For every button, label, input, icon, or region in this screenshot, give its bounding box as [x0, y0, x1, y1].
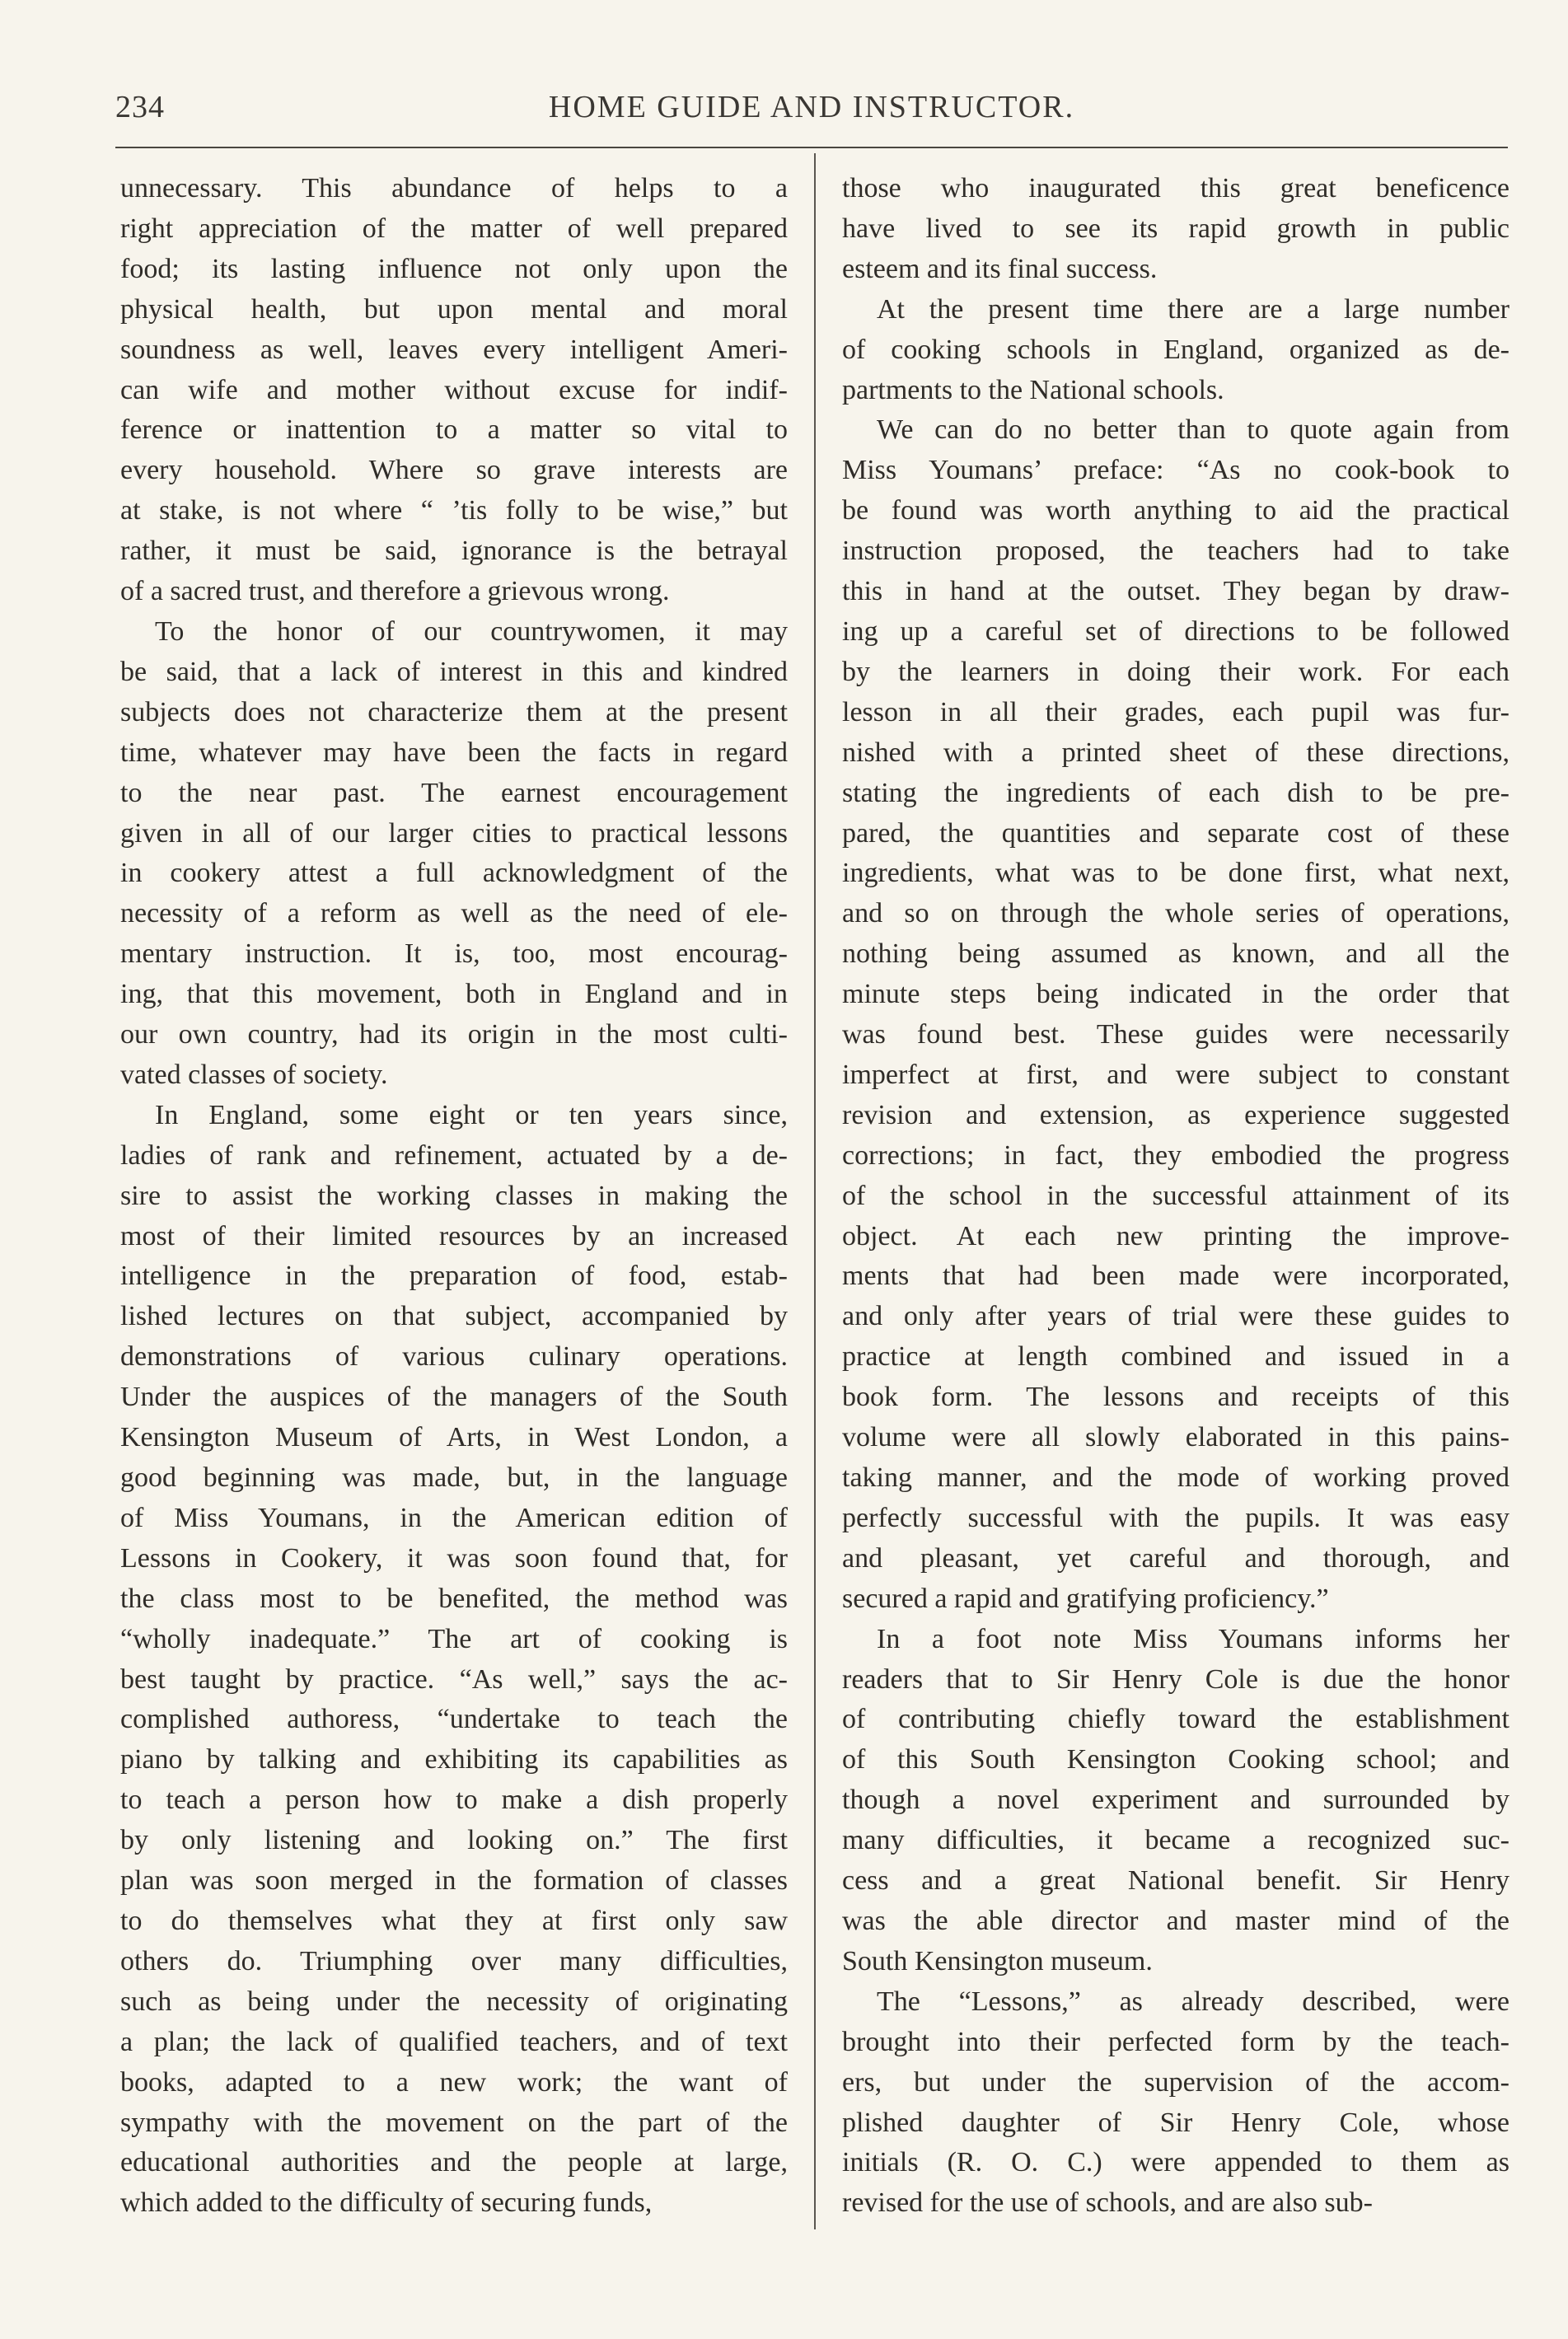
text-line: stating the ingredients of each dish to be pre-	[842, 777, 1509, 808]
text-line: perfectly successful with the pupils. It was easy	[842, 1502, 1509, 1533]
text-line: ingredients, what was to be done first, what next,	[842, 858, 1509, 889]
text-line: imperfect at first, and were subject to constant	[842, 1059, 1509, 1090]
text-line: rather, it must be said, ignorance is the betrayal	[120, 536, 788, 567]
text-line: book form. The lessons and receipts of this	[842, 1382, 1509, 1413]
text-line: ladies of rank and refinement, actuated by a de-	[120, 1139, 788, 1171]
text-line: in cookery attest a full acknowledgment of the	[120, 858, 788, 889]
text-line: a plan; the lack of qualified teachers, and of text	[120, 2026, 788, 2057]
text-line: to teach a person how to make a dish properly	[120, 1785, 788, 1816]
text-line: taking manner, and the mode of working proved	[842, 1462, 1509, 1493]
text-line: piano by talking and exhibiting its capabilities as	[120, 1744, 788, 1775]
text-line: best taught by practice. “As well,” says the ac-	[120, 1663, 788, 1695]
text-line: cess and a great National benefit. Sir Henry	[842, 1865, 1509, 1897]
text-line: which added to the difficulty of securing funds,	[120, 2187, 653, 2219]
text-line: the class most to be benefited, the method was	[120, 1583, 788, 1614]
text-line: To the honor of our countrywomen, it may	[155, 615, 788, 647]
paragraph	[120, 612, 788, 1096]
text-line: volume were all slowly elaborated in this pains-	[842, 1422, 1509, 1453]
running-title: HOME GUIDE AND INSTRUCTOR.	[548, 90, 1075, 124]
text-line: physical health, but upon mental and moral	[120, 293, 788, 325]
text-line: was found best. These guides were necessarily	[842, 1019, 1509, 1050]
text-line: such as being under the necessity of originating	[120, 1986, 788, 2017]
text-line: food; its lasting influence not only upon the	[120, 253, 788, 284]
text-line: Miss Youmans’ preface: “As no cook-book to	[842, 455, 1509, 486]
text-line: of this South Kensington Cooking school; and	[842, 1744, 1509, 1775]
text-line: “wholly inadequate.” The art of cooking is	[120, 1623, 788, 1654]
text-line: esteem and its final success.	[842, 253, 1158, 284]
text-line: and pleasant, yet careful and thorough, and	[842, 1542, 1509, 1574]
text-line: nothing being assumed as known, and all the	[842, 938, 1509, 970]
text-line: In England, some eight or ten years since,	[155, 1099, 788, 1130]
text-line: intelligence in the preparation of food, estab-	[120, 1261, 788, 1292]
text-line: good beginning was made, but, in the language	[120, 1462, 788, 1493]
text-line: ers, but under the supervision of the accom-	[842, 2066, 1509, 2098]
text-line: educational authorities and the people at large,	[120, 2147, 788, 2178]
text-line: corrections; in fact, they embodied the progress	[842, 1139, 1509, 1171]
right-column	[842, 169, 1509, 2224]
text-line: ing up a careful set of directions to be followed	[842, 615, 1509, 647]
text-line: this in hand at the outset. They began by draw-	[842, 576, 1509, 607]
text-line: ments that had been made were incorporated,	[842, 1261, 1509, 1292]
text-line: demonstrations of various culinary operations.	[120, 1341, 788, 1373]
text-line: initials (R. O. C.) were appended to them as	[842, 2147, 1509, 2178]
text-line: of a sacred trust, and therefore a grievous wrong.	[120, 576, 670, 607]
text-line: Under the auspices of the managers of the South	[120, 1382, 788, 1413]
text-line: though a novel experiment and surrounded by	[842, 1785, 1509, 1816]
text-line: time, whatever may have been the facts in regard	[120, 737, 788, 768]
text-line: partments to the National schools.	[842, 374, 1224, 405]
page-header	[115, 84, 1508, 133]
left-column	[120, 169, 788, 2224]
paragraph	[842, 290, 1509, 411]
text-line: lesson in all their grades, each pupil was fur-	[842, 696, 1509, 727]
paragraph	[842, 1982, 1509, 2224]
header-rule	[115, 147, 1508, 148]
text-line: ference or inattention to a matter so vital to	[120, 414, 788, 446]
text-line: our own country, had its origin in the most culti-	[120, 1019, 788, 1050]
column-divider	[814, 153, 816, 2229]
paragraph	[842, 1620, 1509, 1982]
text-line: Kensington Museum of Arts, in West London, a	[120, 1422, 788, 1453]
text-line: plished daughter of Sir Henry Cole, whose	[842, 2107, 1509, 2138]
page-number: 234	[115, 90, 165, 124]
text-line: In a foot note Miss Youmans informs her	[877, 1623, 1509, 1654]
text-line: many difficulties, it became a recognized suc-	[842, 1825, 1509, 1856]
paragraph	[120, 169, 788, 612]
text-line: be found was worth anything to aid the practical	[842, 495, 1509, 526]
text-line: revised for the use of schools, and are also sub-	[842, 2187, 1373, 2219]
text-line: Lessons in Cookery, it was soon found that, for	[120, 1542, 788, 1574]
text-line: mentary instruction. It is, too, most encourag-	[120, 938, 788, 970]
text-line: most of their limited resources by an increased	[120, 1220, 788, 1251]
text-line: revision and extension, as experience suggested	[842, 1099, 1509, 1130]
text-line: plan was soon merged in the formation of classes	[120, 1865, 788, 1897]
text-line: to do themselves what they at first only saw	[120, 1905, 788, 1936]
text-line: The “Lessons,” as already described, were	[877, 1986, 1509, 2017]
text-line: every household. Where so grave interests are	[120, 455, 788, 486]
text-line: others do. Triumphing over many difficulties,	[120, 1945, 788, 1976]
text-line: sire to assist the working classes in making the	[120, 1180, 788, 1211]
text-line: pared, the quantities and separate cost of these	[842, 817, 1509, 849]
text-line: be said, that a lack of interest in this and kindred	[120, 656, 788, 687]
text-line: brought into their perfected form by the teach-	[842, 2026, 1509, 2057]
text-line: was the able director and master mind of the	[842, 1905, 1509, 1936]
paragraph	[842, 410, 1509, 1619]
text-line: of Miss Youmans, in the American edition of	[120, 1502, 788, 1533]
text-line: soundness as well, leaves every intelligent Ameri-	[120, 334, 788, 365]
text-line: object. At each new printing the improve-	[842, 1220, 1509, 1251]
text-line: vated classes of society.	[120, 1059, 388, 1090]
text-line: secured a rapid and gratifying proficiency.”	[842, 1583, 1329, 1614]
text-line: nished with a printed sheet of these directions,	[842, 737, 1509, 768]
text-line: necessity of a reform as well as the need of ele-	[120, 898, 788, 929]
text-line: South Kensington museum.	[842, 1945, 1153, 1976]
text-line: unnecessary. This abundance of helps to a	[120, 173, 788, 203]
text-line: can wife and mother without excuse for indif-	[120, 374, 788, 405]
text-line: to the near past. The earnest encouragement	[120, 777, 788, 808]
text-line: minute steps being indicated in the order that	[842, 979, 1509, 1010]
text-line: of cooking schools in England, organized as de-	[842, 334, 1509, 365]
text-line: those who inaugurated this great beneficence	[842, 173, 1509, 203]
text-line: by the learners in doing their work. For each	[842, 656, 1509, 687]
paragraph	[120, 1096, 788, 2224]
text-line: ing, that this movement, both in England and in	[120, 979, 788, 1010]
text-line: lished lectures on that subject, accompanied by	[120, 1301, 788, 1332]
text-line: right appreciation of the matter of well prepared	[120, 213, 788, 244]
text-line: complished authoress, “undertake to teach the	[120, 1704, 788, 1735]
text-line: instruction proposed, the teachers had to take	[842, 536, 1509, 567]
paragraph	[842, 169, 1509, 290]
text-line: at stake, is not where “ ’tis folly to be wise,” but	[120, 495, 788, 526]
text-line: We can do no better than to quote again from	[877, 414, 1509, 446]
text-line: by only listening and looking on.” The first	[120, 1825, 788, 1856]
text-line: of the school in the successful attainment of its	[842, 1180, 1509, 1211]
text-line: readers that to Sir Henry Cole is due the honor	[842, 1663, 1509, 1695]
text-line: of contributing chiefly toward the establishment	[842, 1704, 1509, 1735]
text-line: and only after years of trial were these guides to	[842, 1301, 1509, 1332]
text-line: have lived to see its rapid growth in public	[842, 213, 1509, 244]
text-line: practice at length combined and issued in a	[842, 1341, 1509, 1373]
text-line: sympathy with the movement on the part of the	[120, 2107, 788, 2138]
text-line: and so on through the whole series of operations,	[842, 898, 1509, 929]
text-line: given in all of our larger cities to practical lessons	[120, 817, 788, 849]
text-line: books, adapted to a new work; the want of	[120, 2066, 788, 2098]
text-line: At the present time there are a large number	[877, 293, 1509, 325]
text-line: subjects does not characterize them at the present	[120, 696, 788, 727]
